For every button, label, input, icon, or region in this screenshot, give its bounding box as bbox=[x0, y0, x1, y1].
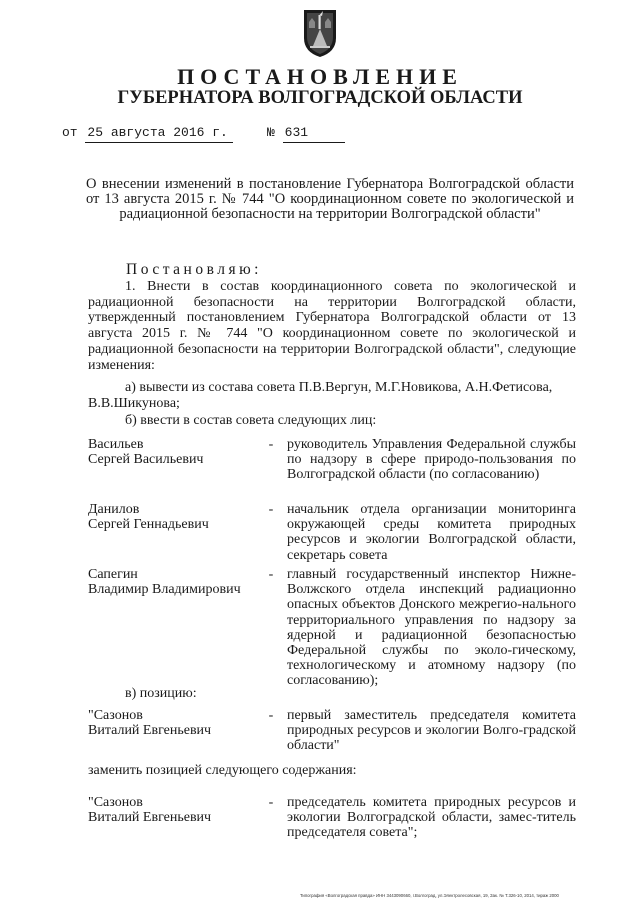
paragraph-1: 1. Внести в состав координационного совета по экологической и радиационной безопасности на территории Волгоградской области, утвержденный постановлением Губернатора Волгоградской области от 13 августа 2015 г. № 744 "О координационном совете по экологической и радиационной безопасности на территории Волгоградской области", следующие изменения: bbox=[88, 279, 576, 373]
position-old-description: первый заместитель председателя комитета природных ресурсов и экологии Волго-градской области" bbox=[287, 708, 576, 754]
coat-of-arms-icon bbox=[302, 8, 338, 58]
member-description: начальник отдела организации мониторинга окружающей среды комитета природных ресурсов и экологии Волгоградской области, секретарь совета bbox=[287, 502, 576, 563]
printing-footer: Типография «Волгоградская правда» ИНН 3443090660, г.Волгоград, ул.Электролесовская, 19, Зак. № Т.326-10, 2014, тираж 2000 bbox=[300, 893, 559, 898]
from-label: от bbox=[62, 125, 78, 140]
member-description: руководитель Управления Федеральной службы по надзору в сфере природо-пользования по Волгоградской области (по согласованию) bbox=[287, 437, 576, 483]
member-name: Сапегин Владимир Владимирович bbox=[88, 567, 241, 598]
position-old-name: "Сазонов Виталий Евгеньевич bbox=[88, 708, 212, 739]
member-description: главный государственный инспектор Нижне-Волжского отдела инспекций радиационно опасных объектов Донского межрегио-нального территориального управления по надзору за ядерной и радиационной безопасностью Федеральной службы по эколо-гическому, технологическому и атомному надзору (по согласованию); bbox=[287, 567, 576, 689]
member-name: Данилов Сергей Геннадьевич bbox=[88, 502, 209, 533]
document-title: ПОСТАНОВЛЕНИЕ bbox=[177, 64, 463, 89]
item-v: в) позицию: bbox=[125, 686, 197, 701]
member-dash: - bbox=[268, 567, 274, 582]
replace-label: заменить позицией следующего содержания: bbox=[88, 763, 357, 778]
member-dash: - bbox=[268, 502, 274, 517]
postanovlyayu-heading: Постановляю: bbox=[126, 261, 262, 278]
document-subject: О внесении изменений в постановление Губернатора Волгоградской области от 13 августа 2015 г. № 744 "О координационном совете по экологической и радиационной безопасности на территории Волгоградской области" bbox=[86, 176, 574, 222]
number-label: № bbox=[267, 125, 275, 140]
document-subtitle: ГУБЕРНАТОРА ВОЛГОГРАДСКОЙ ОБЛАСТИ bbox=[117, 88, 523, 108]
position-new-dash: - bbox=[268, 795, 274, 810]
position-new-name: "Сазонов Виталий Евгеньевич bbox=[88, 795, 212, 826]
document-number: 631 bbox=[283, 124, 345, 143]
document-date: 25 августа 2016 г. bbox=[85, 124, 233, 143]
position-new-description: председатель комитета природных ресурсов и экологии Волгоградской области, замес-титель председателя совета"; bbox=[287, 795, 576, 841]
date-number-line bbox=[62, 124, 345, 143]
item-a: а) вывести из состава совета П.В.Вергун, М.Г.Новикова, А.Н.Фетисова, В.В.Шикунова; bbox=[88, 380, 553, 411]
member-dash: - bbox=[268, 437, 274, 452]
item-b: б) ввести в состав совета следующих лиц: bbox=[125, 413, 377, 428]
member-name: Васильев Сергей Васильевич bbox=[88, 437, 204, 468]
position-old-dash: - bbox=[268, 708, 274, 723]
